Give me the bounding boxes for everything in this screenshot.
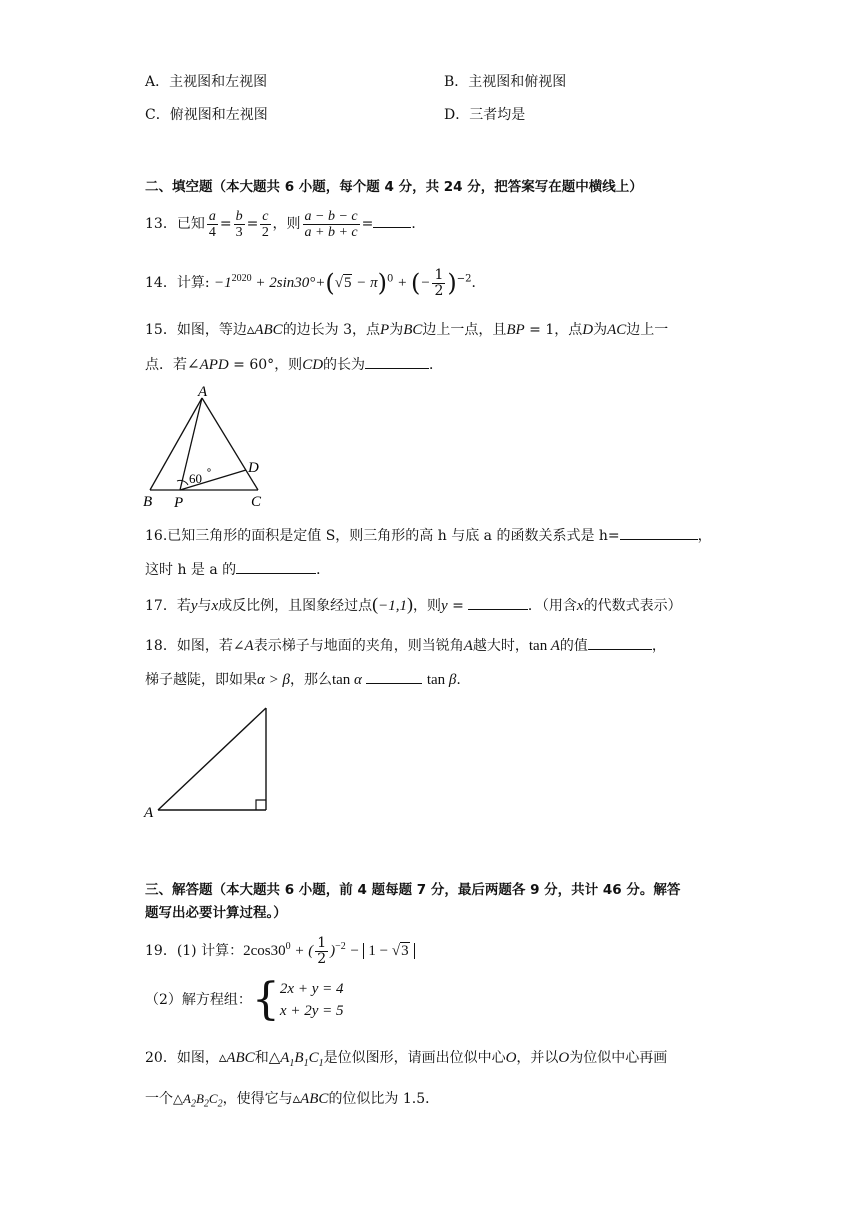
q13-blank: [373, 213, 411, 228]
fig-label-c: C: [251, 494, 262, 510]
q18-text: 的值: [559, 638, 588, 654]
question-18-line2: 梯子越陡，即如果α > β，那么tan α tan β.: [145, 669, 461, 690]
q15-blank: [365, 354, 429, 369]
q16-text: 16.已知三角形的面积是定值 S，则三角形的高 h 与底 a 的函数关系式是 h=: [145, 528, 620, 544]
q18-ladder-figure: [140, 700, 280, 825]
q15-text: ．: [429, 357, 444, 373]
q15-text: ，则: [274, 357, 303, 373]
question-15-line2: 点．若∠APD = 60°，则CD的长为 ．: [145, 354, 443, 375]
option-d: D．三者均是: [444, 107, 526, 123]
q20-text: ，并以: [516, 1050, 559, 1066]
q20-text: 为位似中心再画: [569, 1050, 668, 1066]
q18-text: ，那么: [289, 672, 332, 688]
q16-blank-1: [620, 525, 698, 540]
q17-text: 与: [197, 598, 212, 614]
question-19-part1: 19．(1) 计算：$2\cos 30^0$ + ( $\frac{1}{2}$ )$^{-2}$ − 1 − √3: [145, 930, 415, 968]
fig-label-p: P: [174, 495, 184, 511]
q15-text: 15．如图，等边: [145, 322, 247, 338]
q18-text: ，: [651, 638, 666, 654]
question-13: 13．已知 $\frac{a}{4}$ = $\frac{b}{3}$ = $\frac{c}{2}$ ，则 $\frac{a - b - c}{a + b + c}$ = ．: [145, 208, 426, 240]
q17-text: 成反比例，且图象经过点: [218, 598, 373, 614]
q16-text: 这时 h 是 a 的: [145, 562, 237, 578]
question-20-line2: 一个$\triangle A_2B_2C_2$，使得它与▵ABC的位似比为 1.5．: [145, 1091, 440, 1110]
q14-end: ．: [471, 275, 486, 291]
q18-text: 18．如图，若∠: [145, 638, 245, 654]
q17-text: ，则: [413, 598, 442, 614]
q17-blank: [468, 595, 528, 610]
q18-text: 表示梯子与地面的夹角，则当锐角: [253, 638, 464, 654]
fig-angle-label: 60: [189, 471, 202, 486]
question-19-part2: （2）解方程组：{ 2x + y = 4 x + 2y = 5: [145, 974, 344, 1025]
q13-mid: ，则: [272, 216, 301, 232]
q19-text: 19．(1) 计算：: [145, 943, 244, 959]
q17-text: ．（用含: [527, 598, 577, 614]
q15-text: 点．若: [145, 357, 187, 373]
q15-text: ，点: [554, 322, 583, 338]
q15-triangle-figure: [140, 382, 280, 512]
question-14: 14．计算: $-1^{2020} + 2\sin 30^\circ+(√5 - \pi)^0$ + (− $\frac{1}{2}$ )$^{-2}$．: [145, 266, 486, 299]
option-b: B．主视图和俯视图: [444, 74, 567, 90]
q15-text: 的长为: [323, 357, 366, 373]
q16-text: ．: [316, 562, 331, 578]
q15-text: 为: [593, 322, 608, 338]
q20-text: 20．如图，: [145, 1050, 219, 1066]
question-17: 17．若y与x成反比例，且图象经过点(−1,1)，则y = ．（用含x的代数式表示）: [145, 594, 682, 614]
fig-label-d: D: [248, 460, 259, 476]
q17-text: 17．若: [145, 598, 191, 614]
q20-text: 的位似比为 1.5．: [328, 1091, 440, 1107]
section3-title-line1: 三、解答题（本大题共 6 小题，前 4 题每题 7 分，最后两题各 9 分，共计 46 分。解答: [145, 882, 681, 898]
q15-text: 边上一: [626, 322, 669, 338]
q18-text: 越大时，: [472, 638, 529, 654]
q14-prefix: 14．计算:: [145, 275, 210, 291]
q20-text: 和: [254, 1050, 269, 1066]
q13-end: ．: [411, 216, 426, 232]
q18-blank-1: [588, 635, 652, 650]
q20-text: 是位似图形，请画出位似中心: [323, 1050, 506, 1066]
q13-prefix: 13．已知: [145, 216, 205, 232]
question-18-line1: 18．如图，若∠A表示梯子与地面的夹角，则当锐角A越大时，tan A的值 ，: [145, 635, 666, 656]
fig-label-a: A: [144, 805, 154, 821]
question-20-line1: 20．如图，▵ABC和$\triangle A_1B_1C_1$是位似图形，请画出位似中心O，并以O为位似中心再画: [145, 1050, 668, 1069]
q15-text: 为: [389, 322, 404, 338]
q18-text: .: [456, 672, 461, 688]
q15-text: 边上一点，且: [422, 322, 507, 338]
q18-blank-2: [366, 669, 422, 684]
option-a: A．主视图和左视图: [145, 74, 268, 90]
q20-text: ，使得它与: [222, 1091, 293, 1107]
q16-text: ，: [697, 528, 712, 544]
fig-label-b: B: [143, 494, 153, 510]
q20-text: 一个: [145, 1091, 173, 1107]
section2-title: 二、填空题（本大题共 6 小题，每个题 4 分，共 24 分，把答案写在题中横线上）: [145, 179, 643, 195]
question-16-line1: [145, 525, 712, 546]
question-16-line2: [145, 559, 330, 580]
q15-text: 的边长为 3，点: [282, 322, 381, 338]
q18-text: 梯子越陡，即如果: [145, 672, 257, 688]
fig-label-a: A: [198, 384, 208, 400]
q17-text: 的代数式表示）: [583, 598, 682, 614]
q16-blank-2: [236, 559, 316, 574]
option-c: C．俯视图和左视图: [145, 107, 268, 123]
q19-text: （2）解方程组：: [145, 992, 252, 1008]
question-15-line1: 15．如图，等边▵ABC的边长为 3，点P为BC边上一点，且BP = 1，点D为AC边上一: [145, 322, 669, 338]
section3-title-line2: 题写出必要计算过程。）: [145, 905, 287, 921]
